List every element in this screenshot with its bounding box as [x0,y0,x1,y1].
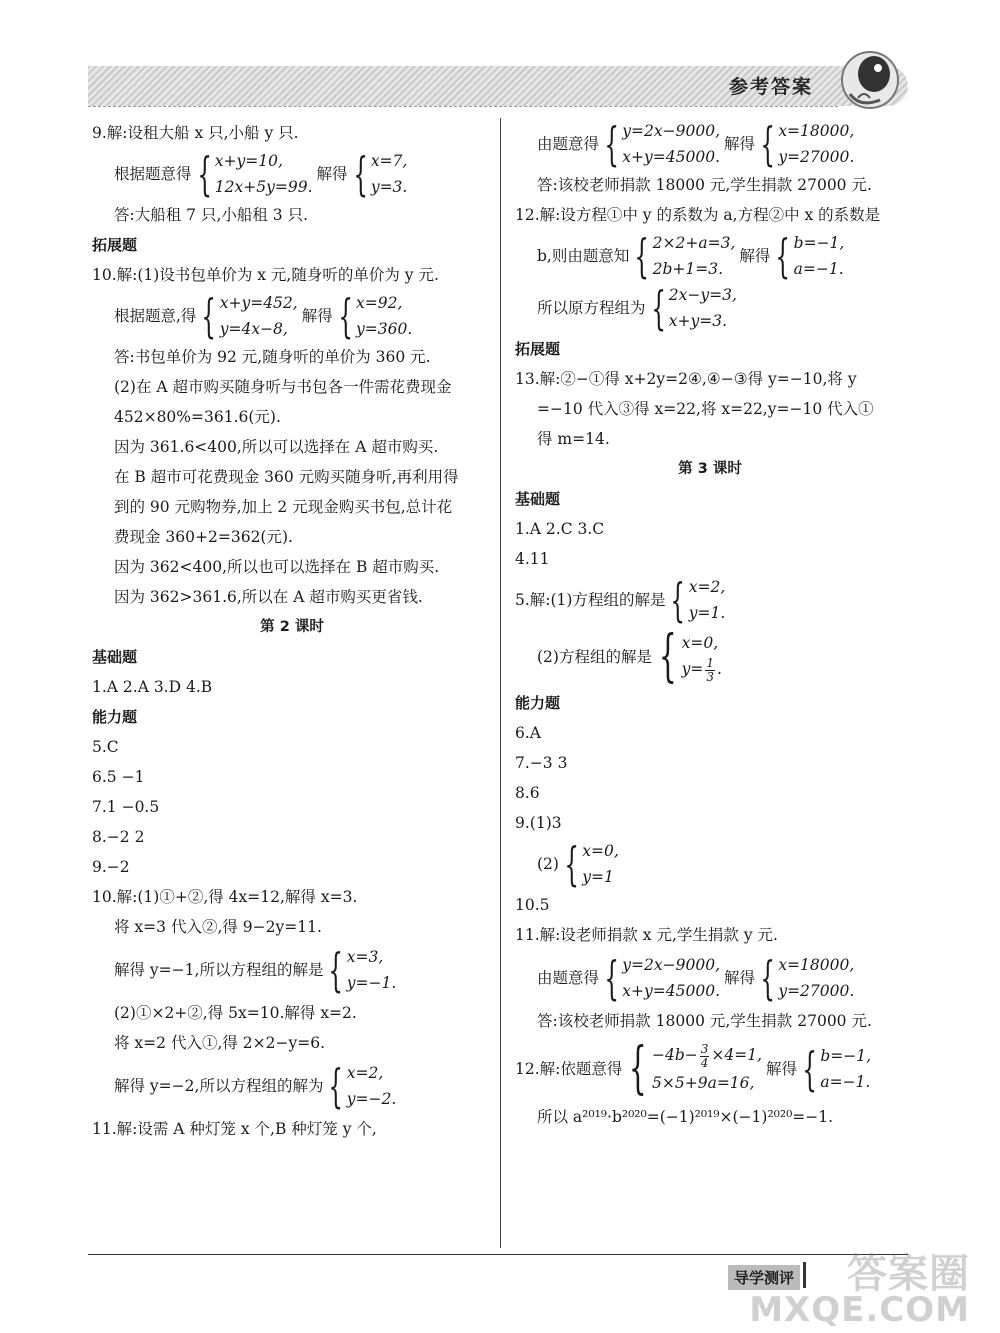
right-column [515,118,905,1132]
answer-9-right: 9.(1)3 [515,814,562,832]
answer-6: 6.5 −1 [92,768,145,786]
eq: y=−2. [346,1090,397,1108]
basic-answers-right: 1.A 2.C 3.C [515,520,605,538]
eq: a=−1. [793,260,844,278]
q12-system-row [515,230,905,282]
q9-system: { x+y=10, 12x+5y=99. [196,147,313,201]
answer-8-right: 8.6 [515,784,540,802]
q9-part2-row [515,838,905,890]
footer-rule [88,1254,908,1255]
q12r-final: 所以 a²⁰¹⁹·b²⁰²⁰=(−1)²⁰¹⁹×(−1)²⁰²⁰=−1. [537,1108,834,1126]
mascot-icon [828,48,908,112]
eq: x=92, [356,294,403,312]
q10b-line1: 10.解:(1)①+②,得 4x=12,解得 x=3. [92,888,358,906]
q5-label2: (2)方程组的解是 [537,648,652,666]
q9-answer: 答:大船租 7 只,小船租 3 只. [114,206,309,224]
eq: x=18000, [778,122,855,140]
q9-solve-label: 解得 [316,165,348,183]
q5-part2-row [515,626,905,688]
q12-solve-label: 解得 [739,247,771,265]
q9-solution: { x=7, y=3. [352,147,408,201]
denominator: 3 [706,669,714,684]
q10b-solution2-row [92,1058,492,1114]
eq: y=1. [688,604,726,622]
q9-part2-label: (2) [537,855,559,873]
q10b-line4: (2)①×2+②,得 5x=10.解得 x=2. [114,1004,357,1022]
eq: a=−1. [820,1073,871,1091]
q12-original-row [515,282,905,334]
answer-8: 8.−2 2 [92,828,145,846]
eq: y=27000. [778,982,855,1000]
eq: b=−1, [820,1047,872,1065]
q11-system: { y=2x−9000, x+y=45000. [604,117,721,171]
q11-solution: { x=18000, y=27000. [760,117,855,171]
eq: y=1 [582,868,614,886]
eq: x=0, [681,634,719,653]
eq: x+y=452, [219,294,298,312]
eq: x+y=10, [214,152,283,170]
fraction [705,657,715,684]
header-title: 参考答案 [728,76,813,98]
page-header [88,48,908,108]
eq: x=18000, [778,956,855,974]
eq: x=2, [346,1064,384,1082]
eq: b=−1, [793,234,845,252]
answer-10-right: 10.5 [515,896,550,914]
q9-label: 根据题意得 [114,165,192,183]
q10-line1: 10.解:(1)设书包单价为 x 元,随身听的单价为 y 元. [92,266,439,284]
q10-part2-line3: 因为 361.6<400,所以可以选择在 A 超市购买. [114,438,439,456]
q11r-label: 由题意得 [537,969,600,987]
eq: 5×5+9a=16, [652,1073,755,1092]
footer-brand: 导学测评 [728,1265,800,1290]
q12r-solve-label: 解得 [766,1060,798,1078]
answer-5: 5.C [92,738,119,756]
q5-solution1: { x=2, y=1. [670,573,726,627]
q9-part2-solution: { x=0, y=1 [564,837,619,891]
q9-line1: 9.解:设租大船 x 只,小船 y 只. [92,124,299,142]
eq: x+y=45000. [622,148,721,166]
q11r-system: { y=2x−9000, x+y=45000. [604,951,721,1005]
eq: y=360. [356,320,413,338]
lesson-2-heading: 第 2 课时 [260,619,324,635]
q13-line3: 得 m=14. [537,430,610,448]
eq: x=2, [688,578,726,596]
q11-system-row [515,118,905,170]
q10-part2-line4: 在 B 超市可花费现金 360 元购买随身听,再利用得 [114,468,459,486]
q11r-solution: { x=18000, y=27000. [760,951,855,1005]
eq: y=−1. [346,974,397,992]
eq: y=2x−9000, [622,122,721,140]
eq: y=4x−8, [219,320,288,338]
q11-label: 由题意得 [537,135,600,153]
q9-system-row [92,148,492,200]
q11r-system-row [515,950,905,1006]
section-ability-right: 能力题 [515,694,561,712]
q10-solution: { x=92, y=360. [338,289,413,343]
eq: x=7, [370,152,408,170]
q10b-label1: 解得 y=−1,所以方程组的解是 [114,961,324,979]
q10b-line2: 将 x=3 代入②,得 9−2y=11. [114,918,322,936]
q12r-label: 12.解:依题意得 [515,1060,623,1078]
q12-label: b,则由题意知 [537,247,630,265]
q10-part2-line5: 到的 90 元购物券,加上 2 元现金购买书包,总计花 [114,498,453,516]
section-basic: 基础题 [92,648,138,666]
q12r-system: { −4b− $\frac{3}{4}$ ×4=1, 5×5+9a=16, [629,1036,763,1101]
numerator: 3 [700,1041,709,1056]
lesson-3-heading: 第 3 课时 [678,461,742,477]
eq: x=0, [582,842,619,860]
section-basic-right: 基础题 [515,490,561,508]
eq: 2×2+a=3, [652,234,736,252]
watermark [749,1251,970,1330]
q10-answer: 答:书包单价为 92 元,随身听的单价为 360 元. [114,348,431,366]
eq: 2b+1=3. [652,260,724,278]
eq-y: y= [681,660,704,679]
answer-7: 7.1 −0.5 [92,798,160,816]
eq: y=3. [370,178,408,196]
q5-part1-row [515,574,905,626]
fraction [700,1043,710,1070]
q12-original-label: 所以原方程组为 [537,299,646,317]
q10-system: { x+y=452, y=4x−8, [201,289,298,343]
q11-line1: 11.解:设需 A 种灯笼 x 个,B 种灯笼 y 个, [92,1120,377,1138]
q10b-solution2: { x=2, y=−2. [328,1059,397,1113]
eq: y=2x−9000, [622,956,721,974]
eq: x=3, [346,948,384,966]
q10b-label2: 解得 y=−2,所以方程组的解为 [114,1077,324,1095]
eq-part: ×4=1, [711,1046,763,1065]
q10-part2-line6: 费现金 360+2=362(元). [114,528,293,546]
q10b-solution1-row [92,942,492,998]
eq: 2x−y=3, [668,286,737,304]
section-extension: 拓展题 [92,236,138,254]
q10-part2-line1: (2)在 A 超市购买随身听与书包各一件需花费现金 [114,378,452,396]
answer-7-right: 7.−3 3 [515,754,568,772]
q10b-line5: 将 x=2 代入①,得 2×2−y=6. [114,1034,326,1052]
column-divider [500,118,501,1248]
q11r-solve-label: 解得 [724,969,756,987]
q10-part2-line2: 452×80%=361.6(元). [114,408,281,426]
q10-part2-line7: 因为 362<400,所以也可以选择在 B 超市购买. [114,558,440,576]
denominator: 4 [700,1055,709,1070]
eq: y=27000. [778,148,855,166]
section-extension-right: 拓展题 [515,340,561,358]
eq-frac-line [652,1042,762,1070]
q5-solution2: { x=0, y= $\frac{1}{3}$ . [658,624,722,689]
q12-original-system: { 2x−y=3, x+y=3. [650,281,737,335]
q13-line1: 13.解:②−①得 x+2y=2④,④−③得 y=−10,将 y [515,370,857,388]
eq: x+y=45000. [622,982,721,1000]
q10-solve-label: 解得 [301,307,333,325]
q12r-solution: { b=−1, a=−1. [802,1042,872,1096]
q10-part2-line8: 因为 362>361.6,所以在 A 超市购买更省钱. [114,588,423,606]
answer-6-right: 6.A [515,724,541,742]
eq: x+y=3. [668,312,728,330]
q13-line2: =−10 代入③得 x=22,将 x=22,y=−10 代入① [537,400,874,418]
answer-9: 9.−2 [92,858,130,876]
q12-solution: { b=−1, a=−1. [775,229,845,283]
eq-part: −4b− [652,1046,698,1065]
eq-frac-line [682,656,722,684]
q11r-answer: 答:该校老师捐款 18000 元,学生捐款 27000 元. [537,1012,872,1030]
q11r-line1: 11.解:设老师捐款 x 元,学生捐款 y 元. [515,926,778,944]
q10b-solution1: { x=3, y=−1. [328,943,397,997]
q11-solve-label: 解得 [724,135,756,153]
q12-line1: 12.解:设方程①中 y 的系数为 a,方程②中 x 的系数是 [515,206,881,224]
answer-4-right: 4.11 [515,550,550,568]
q12-system: { 2×2+a=3, 2b+1=3. [634,229,736,283]
period: . [717,660,722,679]
left-column [92,118,492,1144]
q12r-system-row [515,1036,905,1102]
basic-answers: 1.A 2.A 3.D 4.B [92,678,213,696]
eq: 12x+5y=99. [214,178,313,196]
watermark-line2: MXQE.COM [749,1290,970,1330]
q5-label1: 5.解:(1)方程组的解是 [515,591,666,609]
header-rule [88,106,838,107]
q11-answer: 答:该校老师捐款 18000 元,学生捐款 27000 元. [537,176,872,194]
numerator: 1 [706,655,714,670]
q10-label: 根据题意,得 [114,307,197,325]
section-ability: 能力题 [92,708,138,726]
q10-system-row [92,290,492,342]
watermark-line1: 答案圈 [847,1251,970,1297]
